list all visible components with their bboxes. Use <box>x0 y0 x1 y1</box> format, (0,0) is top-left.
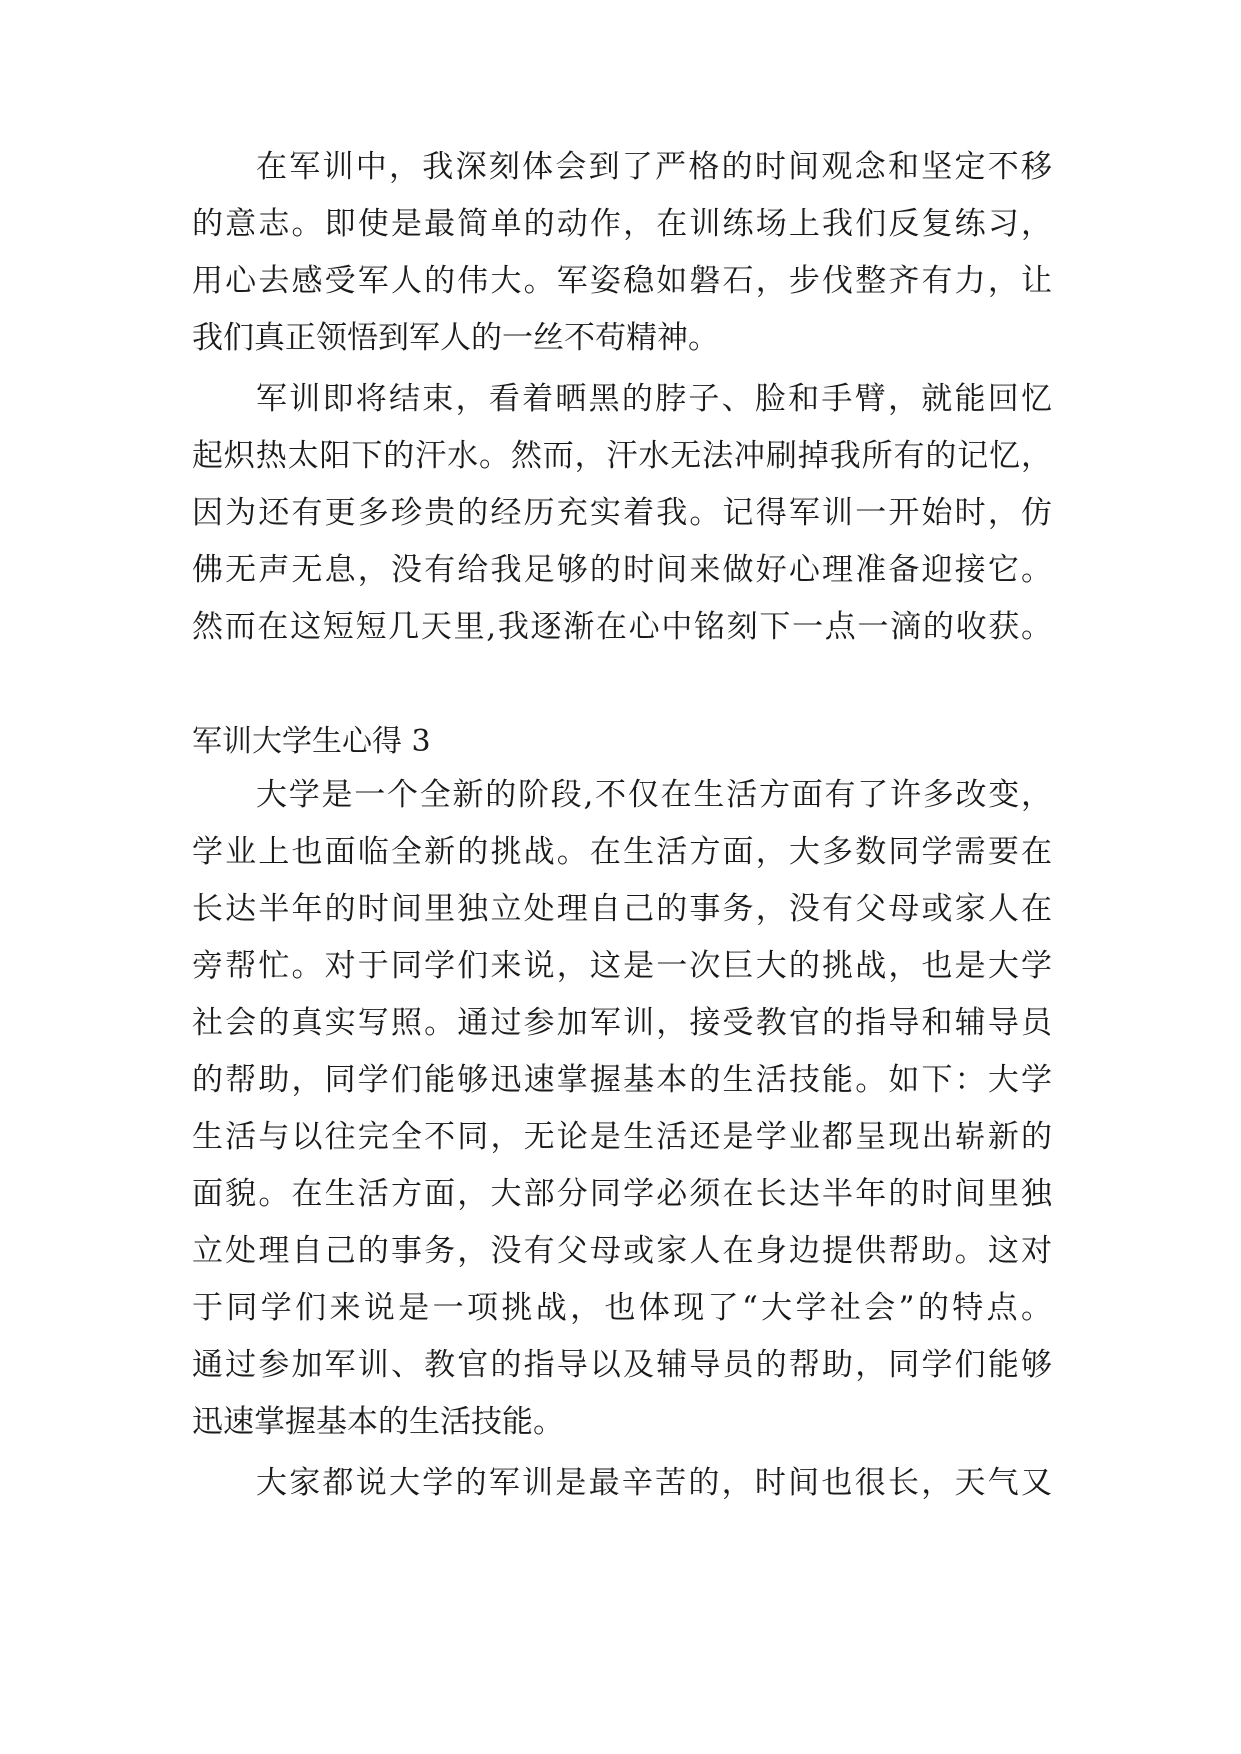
paragraph-line: 立处理自己的事务，没有父母或家人在身边提供帮助。这对 <box>192 1233 1052 1269</box>
paragraph-line: 大学是一个全新的阶段,不仅在生活方面有了许多改变， <box>256 777 1052 813</box>
paragraph-line: 军训即将结束，看着晒黑的脖子、脸和手臂，就能回忆 <box>256 381 1052 417</box>
paragraph-line: 旁帮忙。对于同学们来说，这是一次巨大的挑战，也是大学 <box>192 948 1052 984</box>
paragraph-line: 通过参加军训、教官的指导以及辅导员的帮助，同学们能够 <box>192 1347 1052 1383</box>
paragraph-line: 佛无声无息，没有给我足够的时间来做好心理准备迎接它。 <box>192 552 1052 588</box>
paragraph-line: 然而在这短短几天里,我逐渐在心中铭刻下一点一滴的收获。 <box>192 609 1052 645</box>
paragraph-line: 学业上也面临全新的挑战。在生活方面，大多数同学需要在 <box>192 834 1052 870</box>
paragraph-line: 我们真正领悟到军人的一丝不苟精神。 <box>192 320 719 356</box>
paragraph-line: 起炽热太阳下的汗水。然而，汗水无法冲刷掉我所有的记忆， <box>192 438 1052 474</box>
paragraph-line: 长达半年的时间里独立处理自己的事务，没有父母或家人在 <box>192 891 1052 927</box>
paragraph-line: 面貌。在生活方面，大部分同学必须在长达半年的时间里独 <box>192 1176 1052 1212</box>
paragraph-line: 因为还有更多珍贵的经历充实着我。记得军训一开始时，仿 <box>192 495 1052 531</box>
section-heading: 军训大学生心得 3 <box>192 724 431 759</box>
paragraph-line: 社会的真实写照。通过参加军训，接受教官的指导和辅导员 <box>192 1005 1052 1041</box>
paragraph-line: 在军训中，我深刻体会到了严格的时间观念和坚定不移 <box>256 149 1052 185</box>
paragraph-line: 生活与以往完全不同，无论是生活还是学业都呈现出崭新的 <box>192 1119 1052 1155</box>
paragraph-line: 迅速掌握基本的生活技能。 <box>192 1404 564 1440</box>
paragraph-line: 用心去感受军人的伟大。军姿稳如磐石，步伐整齐有力，让 <box>192 263 1052 299</box>
paragraph-line: 的帮助，同学们能够迅速掌握基本的生活技能。如下：大学 <box>192 1062 1052 1098</box>
paragraph-line: 大家都说大学的军训是最辛苦的，时间也很长，天气又 <box>256 1465 1052 1501</box>
paragraph-line: 于同学们来说是一项挑战，也体现了“大学社会”的特点。 <box>192 1290 1052 1326</box>
paragraph-line: 的意志。即使是最简单的动作，在训练场上我们反复练习， <box>192 206 1052 242</box>
